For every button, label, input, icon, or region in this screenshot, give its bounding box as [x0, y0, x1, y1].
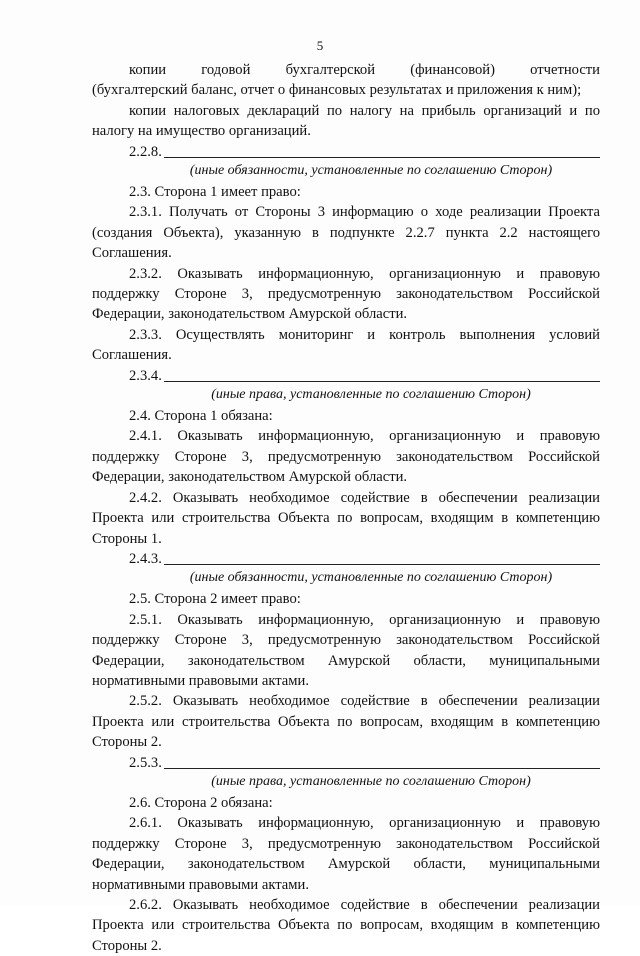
fill-in-line [92, 366, 600, 386]
italic-note: (иные обязанности, установленные по соглашению Сторон) [189, 570, 553, 586]
paragraph: 2.3.3. Осуществлять мониторинг и контроль выполнения условий Соглашения. [92, 326, 600, 364]
clause-number: 2.2.8. [129, 143, 162, 160]
paragraph: 2.3.1. Получать от Стороны 3 информацию о ходе реализации Проекта (создания Объекта), указанную в подпункте 2.2.7 пункта 2.2 настоящего Соглашения. [92, 204, 600, 262]
paragraph: 2.5.1. Оказывать информационную, организационную и правовую поддержку Стороне 3, предусмотренную законодательством Российской Федерации, законодательством Амурской области, муниципальными нормативными правовыми актами. [92, 611, 600, 689]
section-heading: 2.5. Сторона 2 имеет право: [129, 591, 301, 608]
blank-underline [164, 156, 600, 158]
paragraph: копии годовой бухгалтерской (финансовой) отчетности [129, 62, 600, 78]
paragraph: 2.4.1. Оказывать информационную, организационную и правовую поддержку Стороне 3, предусмотренную законодательством Российской Федерации, законодательством Амурской области. [92, 428, 600, 486]
italic-note: (иные права, установленные по соглашению Сторон) [211, 773, 531, 789]
blank-underline [164, 767, 600, 769]
italic-note: (иные права, установленные по соглашению Сторон) [211, 387, 531, 403]
paragraph: 2.6.1. Оказывать информационную, организационную и правовую поддержку Стороне 3, предусмотренную законодательством Российской Федерации, законодательством Амурской области, муниципальными нормативными правовыми актами. [92, 815, 600, 893]
clause-number: 2.3.4. [129, 367, 162, 384]
section-heading: 2.3. Сторона 1 имеет право: [129, 184, 301, 201]
fill-in-line [92, 549, 600, 569]
paragraph: копии налоговых деклараций по налогу на прибыль организаций и по налогу на имущество организаций. [92, 102, 600, 140]
paragraph: 2.6.2. Оказывать необходимое содействие в обеспечении реализации Проекта или строительства Объекта по вопросам, входящим в компетенцию Стороны 2. [92, 896, 600, 954]
paragraph: 2.5.2. Оказывать необходимое содействие в обеспечении реализации Проекта или строительства Объекта по вопросам, входящим в компетенцию Стороны 2. [92, 693, 600, 751]
fill-in-line [92, 142, 600, 162]
italic-note: (иные обязанности, установленные по соглашению Сторон) [189, 163, 553, 179]
page-number: 5 [316, 38, 324, 53]
section-heading: 2.4. Сторона 1 обязана: [129, 408, 273, 425]
paragraph: 2.3.2. Оказывать информационную, организационную и правовую поддержку Стороне 3, предусмотренную законодательством Российской Федерации, законодательством Амурской области. [92, 265, 600, 323]
fill-in-line [92, 753, 600, 773]
clause-number: 2.4.3. [129, 550, 162, 567]
clause-number: 2.5.3. [129, 754, 162, 771]
paragraph: 2.4.2. Оказывать необходимое содействие в обеспечении реализации Проекта или строительства Объекта по вопросам, входящим в компетенцию Стороны 1. [92, 489, 600, 547]
section-heading: 2.6. Сторона 2 обязана: [129, 794, 273, 811]
paragraph: (бухгалтерский баланс, отчет о финансовых результатах и приложения к ним); [92, 82, 582, 99]
document-body [92, 60, 600, 956]
blank-underline [164, 563, 600, 565]
blank-underline [164, 380, 600, 382]
